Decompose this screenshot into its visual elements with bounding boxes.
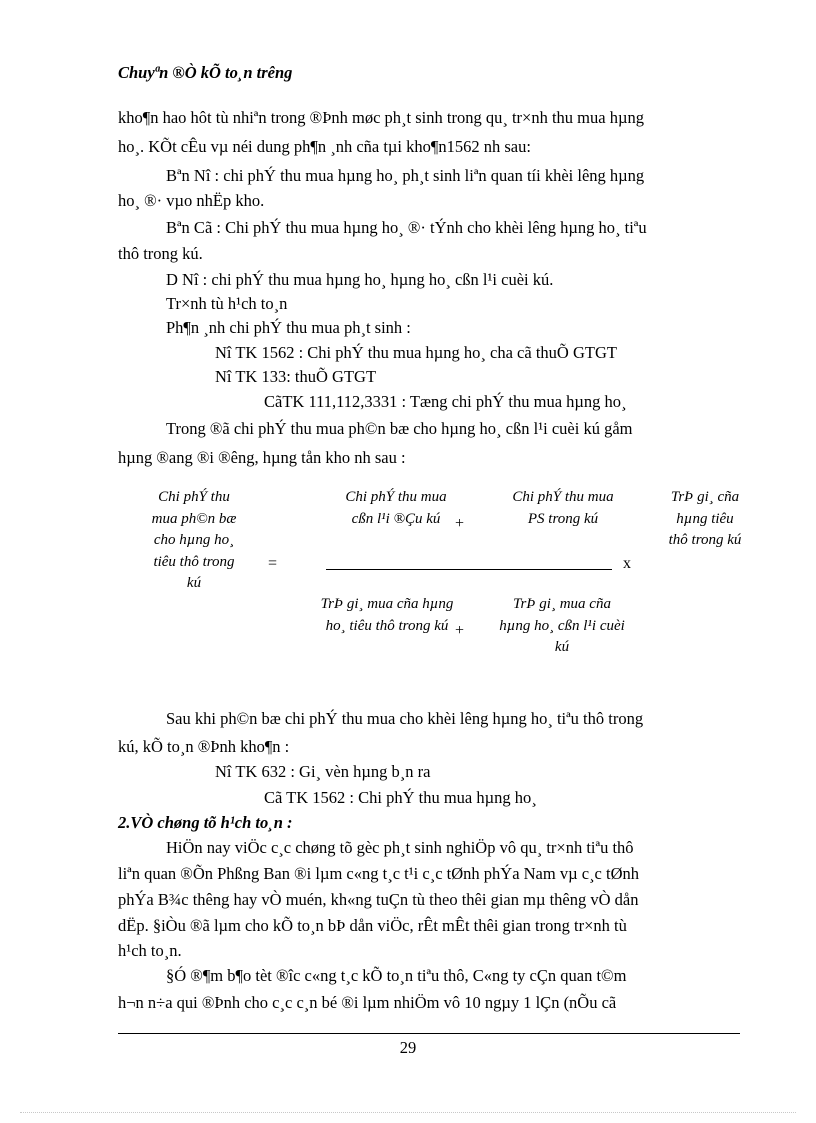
formula-plus-denominator: +	[455, 622, 465, 639]
journal-entry: Nî TK 133: thuÕ GTGT	[215, 367, 377, 386]
paragraph-line: §Ó ®¶m b¶o tèt ®îc c«ng t¸c kÕ to¸n tiªu thô, C«ng ty cÇn quan t©m	[166, 966, 627, 985]
formula-denominator-1: TrÞ gi¸ mua cña hµng ho¸ tiêu thô trong kú	[320, 596, 454, 634]
paragraph-line: h¬n n÷a qui ®Þnh cho c¸c c¸n bé ®i lµm nhiÖm vô 10 ngµy 1 lÇn (nÕu cã	[118, 993, 617, 1012]
footer-rule	[118, 1033, 740, 1034]
paragraph-line: dËp. §iÒu ®ã lµm cho kÕ to¸n bÞ dån viÖc, rÊt mÊt thêi gian trong tr×nh tù	[118, 916, 627, 935]
paragraph-line: liªn quan ®Õn Phßng Ban ®i lµm c«ng t¸c t¹i c¸c tØnh phÝa Nam vµ c¸c tØnh	[118, 864, 639, 883]
paragraph-line: h¹ch to¸n.	[118, 941, 182, 960]
paragraph-line: Bªn Nî : chi phÝ thu mua hµng ho¸ ph¸t sinh liªn quan tíi khèi lêng hµng	[166, 166, 645, 185]
paragraph-line: Trong ®ã chi phÝ thu mua ph©n bæ cho hµng ho¸ cßn l¹i cuèi kú gåm	[166, 419, 633, 438]
formula-rhs: TrÞ gi¸ cña hµng tiêu thô trong kú	[668, 489, 742, 548]
running-header: Chuyªn ®Ò kÕ to¸n trêng	[118, 63, 293, 82]
section-heading: 2.VÒ chøng tõ h¹ch to¸n :	[118, 813, 293, 832]
journal-entry: Nî TK 1562 : Chi phÝ thu mua hµng ho¸ cha cã thuÕ GTGT	[215, 343, 617, 362]
page-number: 29	[399, 1038, 417, 1057]
paragraph-line: kho¶n hao hôt tù nhiªn trong ®Þnh møc ph¸t sinh trong qu¸ tr×nh thu mua hµng	[118, 108, 644, 127]
journal-entry: Cã TK 1562 : Chi phÝ thu mua hµng ho¸	[264, 788, 537, 807]
journal-entry: CãTK 111,112,3331 : Tæng chi phÝ thu mua hµng ho¸	[264, 392, 627, 411]
formula-numerator-2: Chi phÝ thu mua PS trong kú	[512, 489, 614, 527]
formula-lhs: Chi phÝ thu mua ph©n bæ cho hµng ho¸ tiêu thô trong kú	[151, 489, 237, 591]
formula-equals: =	[268, 555, 278, 572]
formula-denominator-2: TrÞ gi¸ mua cña hµng ho¸ cßn l¹i cuèi kú	[499, 596, 625, 655]
fraction-bar	[326, 569, 612, 570]
formula-times: x	[623, 555, 631, 572]
paragraph-line: D Nî : chi phÝ thu mua hµng ho¸ hµng ho¸ cßn l¹i cuèi kú.	[166, 270, 554, 289]
paragraph-line: ho¸. KÕt cÊu vµ néi dung ph¶n ¸nh cña tµi kho¶n1562 nh sau:	[118, 137, 531, 156]
paragraph-line: Sau khi ph©n bæ chi phÝ thu mua cho khèi lêng hµng ho¸ tiªu thô trong	[166, 709, 644, 728]
paragraph-line: hµng ®ang ®i ®êng, hµng tån kho nh sau :	[118, 448, 406, 467]
paragraph-line: ho¸ ®· vµo nhËp kho.	[118, 191, 265, 210]
journal-entry: Nî TK 632 : Gi¸ vèn hµng b¸n ra	[215, 762, 431, 781]
paragraph-line: Ph¶n ¸nh chi phÝ thu mua ph¸t sinh :	[166, 318, 411, 337]
formula-plus-numerator: +	[455, 515, 465, 532]
paragraph-line: Bªn Cã : Chi phÝ thu mua hµng ho¸ ®· tÝnh cho khèi lêng hµng ho¸ tiªu	[166, 218, 647, 237]
paragraph-line: Tr×nh tù h¹ch to¸n	[166, 294, 288, 313]
formula-numerator-1: Chi phÝ thu mua cßn l¹i ®Çu kú	[345, 489, 447, 527]
paragraph-line: kú, kÕ to¸n ®Þnh kho¶n :	[118, 737, 290, 756]
paragraph-line: thô trong kú.	[118, 244, 203, 263]
paragraph-line: phÝa B¾c thêng hay vÒ muén, kh«ng tuÇn tù theo thêi gian mµ thêng vÒ dån	[118, 890, 639, 909]
page-edge-dots	[20, 1112, 796, 1113]
paragraph-line: HiÖn nay viÖc c¸c chøng tõ gèc ph¸t sinh nghiÖp vô qu¸ tr×nh tiªu thô	[166, 838, 634, 857]
